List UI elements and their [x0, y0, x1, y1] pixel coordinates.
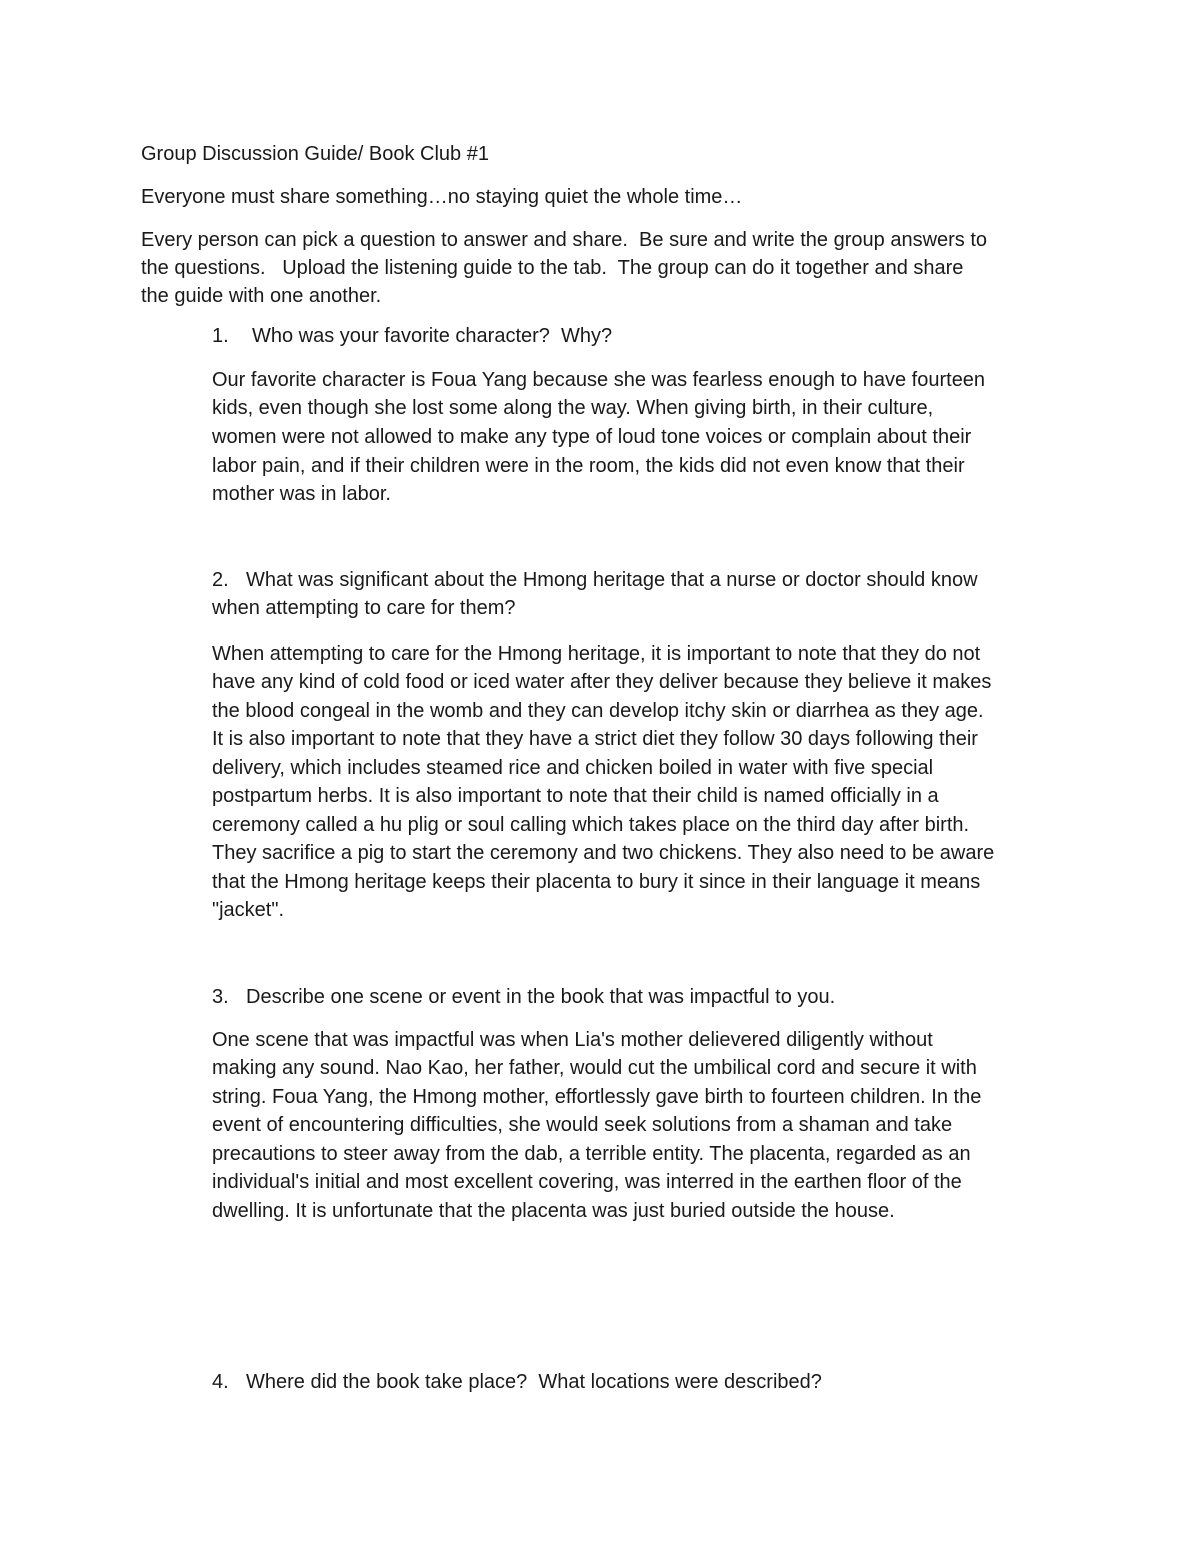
paragraph-line: the guide with one another. [141, 285, 382, 307]
question-text: Describe one scene or event in the book that was impactful to you. [246, 986, 836, 1008]
answer-line: women were not allowed to make any type of loud tone voices or complain about their [212, 426, 972, 448]
answer-line: string. Foua Yang, the Hmong mother, effortlessly gave birth to fourteen children. In the [212, 1086, 982, 1108]
answer-line: making any sound. Nao Kao, her father, would cut the umbilical cord and secure it with [212, 1057, 977, 1079]
answer-line: the blood congeal in the womb and they can develop itchy skin or diarrhea as they age. [212, 700, 984, 722]
answer-line: postpartum herbs. It is also important to note that their child is named officially in a [212, 785, 939, 807]
question-text: when attempting to care for them? [212, 597, 516, 619]
answer-line: labor pain, and if their children were in the room, the kids did not even know that their [212, 455, 965, 477]
answer-line: mother was in labor. [212, 483, 391, 505]
paragraph-line: Every person can pick a question to answer and share. Be sure and write the group answers to [141, 229, 988, 251]
answer-line: event of encountering difficulties, she would seek solutions from a shaman and take [212, 1114, 953, 1136]
answer-line: When attempting to care for the Hmong heritage, it is important to note that they do not [212, 643, 981, 665]
answer-line: It is also important to note that they have a strict diet they follow 30 days following their [212, 728, 978, 750]
answer-line: ceremony called a hu plig or soul calling which takes place on the third day after birth. [212, 814, 970, 836]
answer-line: kids, even though she lost some along the way. When giving birth, in their culture, [212, 397, 934, 419]
answer-line: They sacrifice a pig to start the ceremony and two chickens. They also need to be aware [212, 842, 995, 864]
answer-line: One scene that was impactful was when Lia's mother delievered diligently without [212, 1029, 933, 1051]
answer-line: precautions to steer away from the dab, a terrible entity. The placenta, regarded as an [212, 1143, 971, 1165]
answer-line: that the Hmong heritage keeps their placenta to bury it since in their language it means [212, 871, 981, 893]
question-number: 2. [212, 569, 229, 591]
answer-line: "jacket". [212, 899, 285, 921]
question-number: 3. [212, 986, 229, 1008]
answer-line: dwelling. It is unfortunate that the placenta was just buried outside the house. [212, 1200, 895, 1222]
question-text: What was significant about the Hmong heritage that a nurse or doctor should know [246, 569, 978, 591]
question-text: Where did the book take place? What locations were described? [246, 1371, 822, 1393]
instruction-text: Everyone must share something…no staying quiet the whole time… [141, 186, 743, 208]
answer-line: delivery, which includes steamed rice and chicken boiled in water with five special [212, 757, 934, 779]
question-text: Who was your favorite character? Why? [252, 325, 613, 347]
question-number: 1. [212, 325, 229, 347]
answer-line: Our favorite character is Foua Yang because she was fearless enough to have fourteen [212, 369, 986, 391]
answer-line: individual's initial and most excellent covering, was interred in the earthen floor of the [212, 1171, 962, 1193]
question-number: 4. [212, 1371, 229, 1393]
paragraph-line: the questions. Upload the listening guide to the tab. The group can do it together and share [141, 257, 964, 279]
answer-line: have any kind of cold food or iced water after they deliver because they believe it makes [212, 671, 992, 693]
page-title: Group Discussion Guide/ Book Club #1 [141, 143, 489, 165]
